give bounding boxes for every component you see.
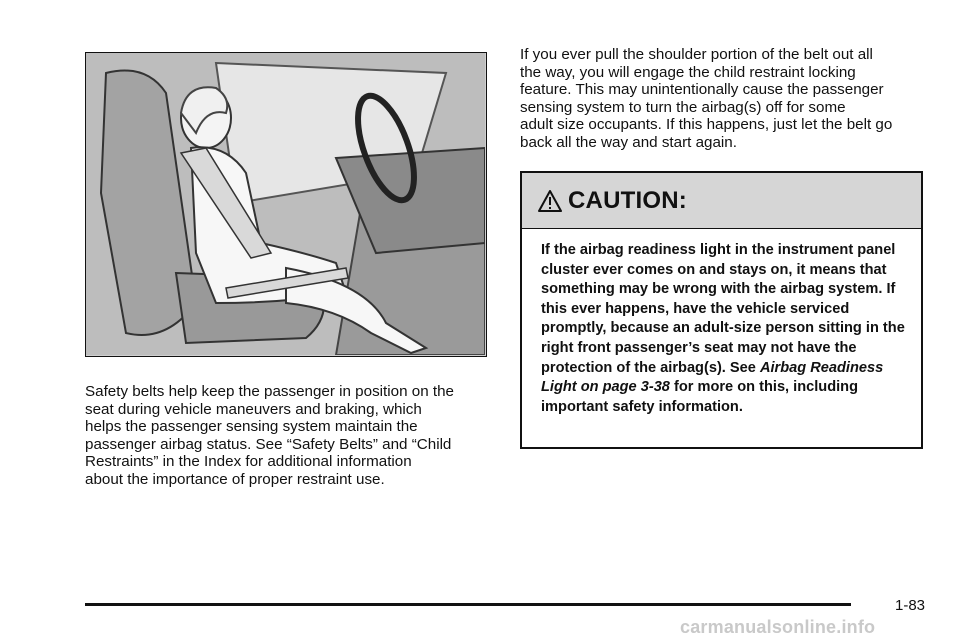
passenger-seat-illustration: [85, 52, 487, 357]
caution-text: [522, 229, 921, 417]
caution-box: [520, 171, 923, 449]
footer-rule: [85, 603, 851, 606]
watermark: carmanualsonline.info: [680, 617, 876, 637]
page-number: 1-83: [895, 597, 926, 614]
caution-text-before: If the airbag readiness light in the instrument panel cluster ever comes on and stays on, it means that something may be wrong with the airbag system. If this ever happens, have the vehicle serviced promptly, because an adult-size person sitting in the right front passenger’s seat may not have the protection of the airbag(s). See: [541, 242, 905, 376]
caution-title: CAUTION:: [568, 186, 687, 214]
belt-locking-paragraph: If you ever pull the shoulder portion of the belt out all the way, you will engage the child restraint locking feature. This may unintentionally cause the passenger sensing system to turn the airbag(s) off for some adult size occupants. If this happens, just let the belt go back all the way and start again.: [520, 46, 893, 151]
figure-caption: Safety belts help keep the passenger in position on the seat during vehicle maneuvers and braking, which helps the passenger sensing system maintain the passenger airbag status. See “Safety Belts” and “Child Restraints” in the Index for additional information about the importance of proper restraint use.: [85, 383, 454, 488]
caution-header: [522, 173, 921, 229]
warning-triangle-icon: [538, 189, 562, 213]
caution-text-after: for more on this, including important safety information.: [541, 379, 859, 415]
passenger-drawing: [86, 53, 485, 355]
airbag-readiness-light-reference[interactable]: Airbag Readiness Light on page 3-38: [541, 359, 884, 396]
